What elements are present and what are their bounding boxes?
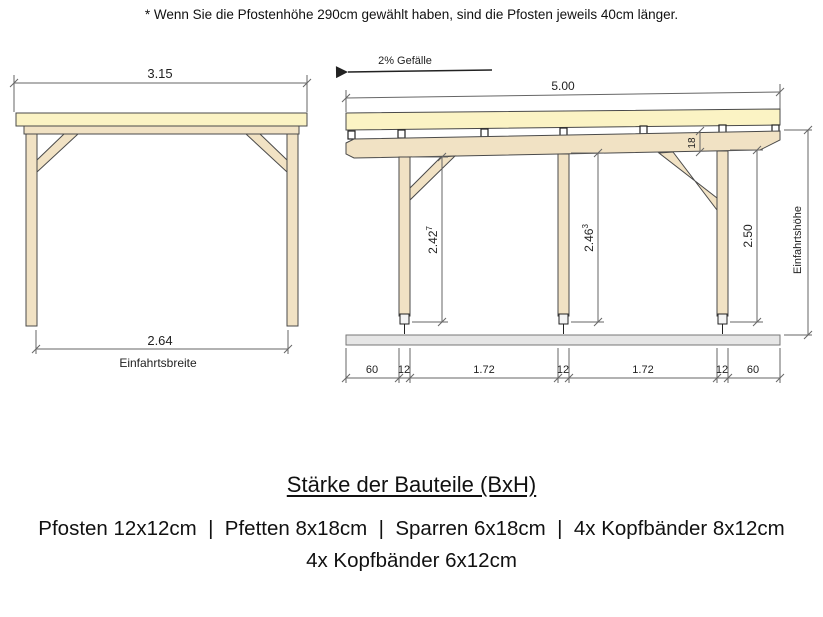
side-brace-left (410, 156, 455, 200)
post-anchors (400, 314, 727, 334)
dim-post-3: 12 (715, 364, 729, 376)
components-spec-line-2: 4x Kopfbänder 6x12cm (306, 549, 517, 572)
slope-label: 2% Gefälle (378, 55, 432, 67)
front-beam (24, 126, 299, 134)
bottom-dimension-labels (366, 364, 759, 376)
post-height-2-label (581, 224, 596, 252)
front-width-bottom-label: 2.64 (147, 333, 173, 348)
front-brace-right (246, 134, 287, 172)
post-height-1-sup: 7 (425, 226, 434, 231)
post-height-2-value: 2.46 (582, 228, 596, 252)
side-brace-right (659, 152, 717, 210)
components-spec-line-1: Pfosten 12x12cm | Pfetten 8x18cm | Sparren 6x18cm | 4x Kopfbänder 8x12cm (38, 517, 785, 540)
dim-span-1: 1.72 (473, 364, 495, 376)
dim-post-1: 12 (397, 364, 411, 376)
side-post-middle (558, 154, 569, 316)
dim-overhang-left: 60 (365, 364, 379, 376)
clearance-label: Einfahrtshöhe (792, 206, 804, 274)
side-post-right (717, 151, 728, 316)
front-roof (16, 113, 307, 126)
dim-span-2: 1.72 (632, 364, 654, 376)
front-view (10, 75, 311, 354)
side-length-label: 5.00 (551, 79, 575, 93)
post-height-3-label: 2.50 (741, 224, 755, 248)
front-post-left (26, 134, 37, 326)
components-title-text: Stärke der Bauteile (BxH) (286, 472, 537, 497)
components-title (0, 472, 823, 498)
front-post-right (287, 134, 298, 326)
rafter-height-label: 18 (687, 137, 698, 149)
front-width-caption: Einfahrtsbreite (119, 356, 197, 370)
post-height-1-label (425, 226, 440, 254)
slope-arrow (348, 70, 492, 72)
post-height-2-sup: 3 (581, 224, 590, 229)
front-brace-left (37, 134, 78, 172)
post-height-note: * Wenn Sie die Pfostenhöhe 290cm gewählt haben, sind die Pfosten jeweils 40cm länger. (144, 7, 679, 22)
side-post-left (399, 157, 410, 316)
ground-slab (346, 335, 780, 345)
dim-overhang-right: 60 (746, 364, 760, 376)
front-width-top-label: 3.15 (147, 66, 173, 81)
side-roof (346, 109, 780, 130)
dim-post-2: 12 (556, 364, 570, 376)
post-height-1-value: 2.42 (426, 230, 440, 254)
